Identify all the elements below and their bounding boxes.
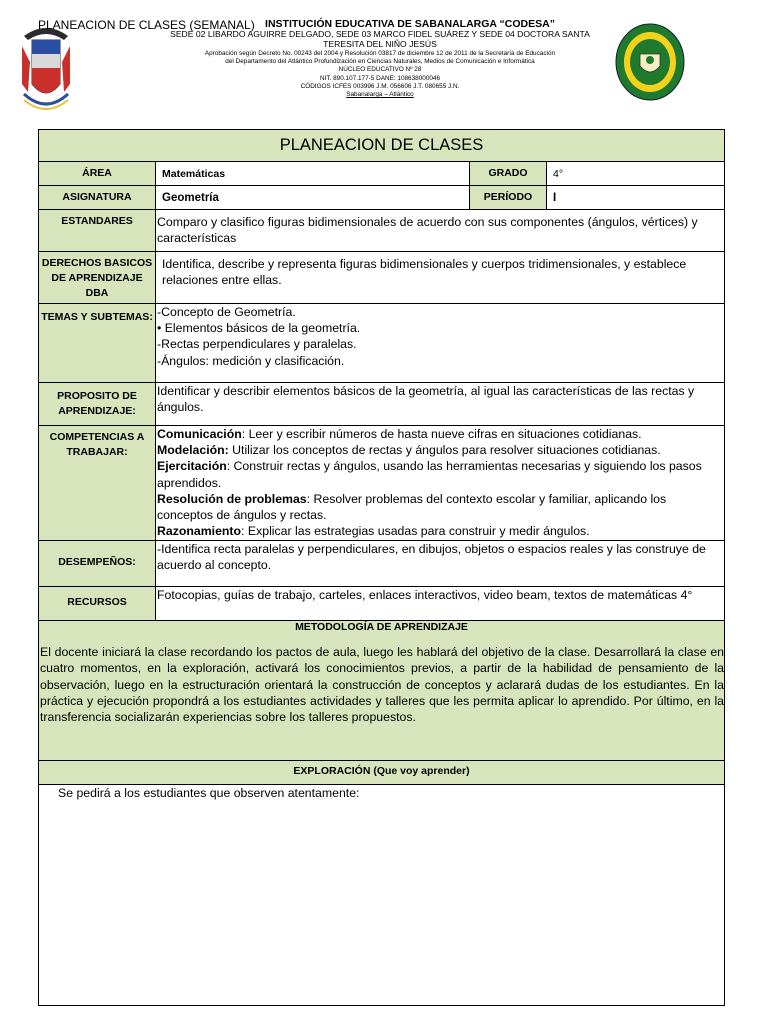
proposito-label: PROPOSITO DE APRENDIZAJE:: [39, 383, 156, 426]
tema-item: • Elementos básicos de la geometría.: [157, 321, 361, 336]
tema-item: -Ángulos: medición y clasificación.: [157, 353, 345, 368]
institution-name: INSTITUCIÓN EDUCATIVA DE SABANALARGA “CODESA”: [265, 18, 555, 30]
competencia-item: [157, 491, 724, 523]
exploracion-text: Se pedirá a los estudiantes que observen atentamente:: [39, 784, 725, 1005]
recursos-value: Fotocopias, guías de trabajo, carteles, enlaces interactivos, video beam, textos de matemáticas 4°: [156, 586, 725, 620]
estandares-value: Comparo y clasifico figuras bidimensionales de acuerdo con sus componentes (ángulos, vértices) y características: [156, 210, 725, 252]
grado-label: GRADO: [470, 162, 547, 186]
competencia-item: [157, 523, 724, 539]
competencia-name: Comunicación: [157, 427, 242, 441]
competencia-item: [157, 458, 724, 490]
desempenos-label: DESEMPEÑOS:: [39, 540, 156, 586]
approval-line-1: Aprobación según Decreto No. 00243 del 2004 y Resolución 03817 de diciembre 12 de 2011 de la Secretaría de Educación: [204, 49, 556, 57]
competencia-name: Ejercitación: [157, 459, 227, 474]
temas-label: TEMAS Y SUBTEMAS:: [39, 304, 156, 383]
asignatura-label: ASIGNATURA: [39, 186, 156, 210]
coat-of-arms-icon: [18, 22, 74, 114]
desempenos-value: -Identifica recta paralelas y perpendiculares, en dibujos, objetos o espacios reales y las construye de acuerdo al concepto.: [156, 540, 725, 586]
dba-label: DERECHOS BASICOS DE APRENDIZAJE DBA: [39, 252, 156, 304]
metodologia-text: El docente iniciará la clase recordando los pactos de aula, luego les hablará del objetivo de la clase. Desarrollará la clase en cuatro momentos, en la exploración, activará los conocimientos previos, a partir de la habilidad de pensamiento de la observación, luego en la estructuración orientará la construcción de conceptos y aclarará dudas de los estudiantes. En la práctica y ejecución propondrá a los estudiantes actividades y talleres que les permita aplicar lo aprendido. Por último, en la transferencia socializarán experiencias sobre los talleres propuestos.: [40, 645, 725, 725]
document-title-overlay: PLANEACION DE CLASES (SEMANAL): [38, 18, 255, 32]
recursos-label: RECURSOS: [39, 586, 156, 620]
competencia-name: Resolución de problemas: [157, 491, 307, 506]
competencia-text: : Leer y escribir números de hasta nueve cifras en situaciones cotidianas.: [241, 427, 642, 441]
area-label: ÁREA: [39, 162, 156, 186]
plan-title: PLANEACION DE CLASES: [39, 130, 725, 162]
competencia-item: [157, 442, 724, 458]
institution-seal-icon: [614, 22, 686, 102]
periodo-value: I: [547, 186, 725, 210]
competencia-name: Razonamiento: [157, 524, 242, 539]
nucleo-line: NÚCLEO EDUCATIVO Nº 28: [338, 66, 422, 74]
proposito-value: Identificar y describir elementos básicos de la geometría, al igual las características de las rectas y ángulos.: [156, 383, 725, 426]
competencia-name: Modelación:: [157, 443, 229, 458]
nit-line: NIT. 890.107.177-5 DANE: 108638000046: [319, 74, 441, 82]
metodologia-title: METODOLOGÍA DE APRENDIZAJE: [295, 620, 468, 633]
asignatura-value: Geometría: [156, 186, 470, 210]
area-value: Matemáticas: [156, 162, 470, 186]
competencia-text: Utilizar los conceptos de rectas y ángulos para resolver situaciones cotidianas.: [228, 443, 661, 458]
exploracion-title: EXPLORACIÓN (Que voy aprender): [39, 760, 725, 784]
sedes-line-2: TERESITA DEL NIÑO JESÚS: [323, 38, 437, 49]
tema-item: -Rectas perpendiculares y paralelas.: [157, 337, 357, 352]
document-header: [0, 0, 768, 128]
temas-list: [156, 304, 725, 383]
tema-item: -Concepto de Geometría.: [157, 305, 296, 319]
location-line: Sabanalarga – Atlántico: [346, 91, 414, 99]
periodo-label: PERÍODO: [470, 186, 547, 210]
competencia-text: : Construir rectas y ángulos, usando las herramientas necesarias y siguiendo los pasos aprendidos.: [157, 459, 702, 490]
codigos-line: CÓDIGOS ICFES 003996 J.M. 056606 J.T. 080655 J.N.: [300, 83, 460, 91]
metodologia-section: [39, 620, 725, 760]
competencias-label: COMPETENCIAS A TRABAJAR:: [39, 426, 156, 541]
competencia-item: [157, 426, 724, 442]
sedes-line-1: SEDE 02 LIBARDO AGUIRRE DELGADO, SEDE 03 MARCO FIDEL SUÁREZ Y SEDE 04 DOCTORA SANTA: [170, 29, 590, 40]
approval-line-2: del Departamento del Atlántico Profundización en Ciencias Naturales, Medios de Comunicación e Informática: [225, 58, 535, 66]
dba-value: Identifica, describe y representa figuras bidimensionales y cuerpos tridimensionales, y establece relaciones entre ellas.: [156, 252, 725, 304]
competencias-list: [156, 426, 725, 541]
grado-value: 4°: [547, 162, 725, 186]
competencia-text: : Resolver problemas del contexto escolar y familiar, aplicando los conceptos de ángulos y rectas.: [157, 491, 667, 523]
institution-info: [110, 18, 650, 100]
lesson-plan-table: [38, 129, 725, 1006]
competencia-text: : Explicar las estrategias usadas para construir y medir ángulos.: [241, 524, 590, 539]
estandares-label: ESTANDARES: [39, 210, 156, 252]
